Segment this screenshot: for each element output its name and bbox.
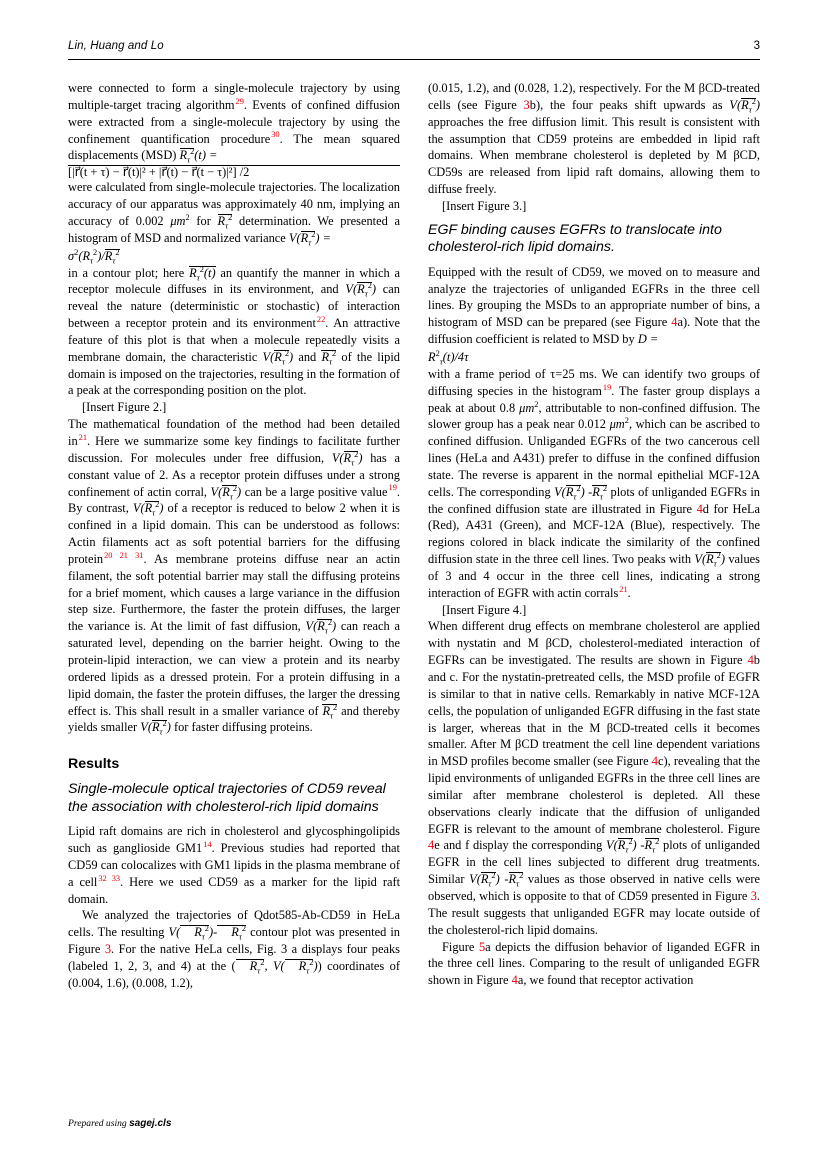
math-msd-definition: [|r⃗(t + τ) − r⃗(t)|² + |r⃗(t) − r⃗(t − τ)|²] /2 bbox=[68, 165, 400, 179]
citation-ref[interactable]: 21 bbox=[78, 432, 88, 442]
figure-ref[interactable]: 4 bbox=[511, 973, 518, 988]
text-run: can reach a saturated level, depending on the barrier height. Owing to the protein-lipid interaction, we can view a protein and its nearby ordered lipids as a dressed protein. For a protein diffusing in a lipid domain, the faster the protein diffuses, the larger the dressing effect is. This shall result in a smaller variance of bbox=[68, 619, 400, 718]
text-run: The mathematical foundation of the method had been detailed in bbox=[68, 417, 400, 449]
text-run: of a receptor is reduced to below 2 when it is confined in a lipid domain. This can be understood as follows: Actin filaments act as soft potential barriers for the diffusing protein bbox=[68, 501, 400, 566]
text-run: , which can be ascribed to confined diffusion. Unliganded EGFRs of the two cancerous cell lines (HeLa and A431) prefer to diffuse in the confined diffusion state. The reverse is apparent in the normal epithelial MCF-12A cells. The corresponding bbox=[428, 417, 760, 499]
figure-ref[interactable]: 4 bbox=[696, 501, 703, 516]
text-run: . The result suggests that unliganded EGFR may locate outside of the cholesterol-rich lipid domains. bbox=[428, 888, 760, 937]
math-Rtau2: $R_\tau^2$ bbox=[592, 483, 608, 502]
text-run: c), revealing that the lipid environments of unliganded EGFRs in the three cell lines are similar after membrane cholesterol is depleted. All these observations clearly indicate that the diffusion of unliganded EGFR is relevant to the amount of membrane cholesterol. Figure bbox=[428, 754, 760, 836]
text-run: Lipid raft domains are rich in cholesterol and glycosphingolipids such as ganglioside GM1 bbox=[68, 824, 400, 856]
text-run: When different drug effects on membrane cholesterol are applied with nystatin and M βCD, cholesterol-mediated interaction of EGFRs can be investigated. The results are shown in Figure bbox=[428, 619, 760, 668]
math-Rtau2: $R_\tau^2$ bbox=[217, 925, 246, 939]
paragraph-qdot-trajectories: We analyzed the trajectories of Qdot585-Ab-CD59 in HeLa cells. The resulting V( $R_\tau^2)-$ $R_\tau^2$ contour plot was presented in Figure 3. For the native HeLa cells, Fig. 3 a displays four peaks (labeled 1, 2, 3, and 4) at the ( $R_\tau^2$, V( $R_\tau^2$)) coordinates of (0.004, 1.6), (0.008, 1.2), bbox=[68, 908, 401, 990]
left-column bbox=[68, 80, 400, 992]
running-head bbox=[68, 40, 760, 52]
citation-ref[interactable]: 29 bbox=[235, 96, 244, 106]
paragraph-methods-msd: were connected to form a single-molecule trajectory by using multiple-target tracing algorithm$^{29}$. Events of confined diffusion were extracted from a single-molecule trajectory by using the confinement quantification procedure$^{30}$. The mean squared displacements (MSD) $R_\tau^2(t)$ = [|r⃗(t + τ) − r⃗(t)|² + |r⃗(t) − r⃗(t − τ)|²] /2 were calculated from single-molecule trajectories. The localization accuracy of our apparatus was approximately 40 nm, implying an accuracy of 0.002 $\mu m^2$ for $R_\tau^2$ determination. We presented a histogram of MSD and normalized variance $V(R_\tau^2)$ = $\sigma^2(R_\tau^2)/R_\tau^2$ in a contour plot; here $R_\tau^2(t)$ an quantify the manner in which a receptor molecule diffuses in its environment, and $V(R_\tau^2)$ can reveal the nature (deterministic or stochastic) of interaction between a receptor protein and its environment$^{22}$. An attractive feature of this plot is that when a molecule repeatedly visits a membrane domain, the characteristic $V(R_\tau^2)$ and $R_\tau^2$ of the lipid domain is imposed on the trajectories, resulting in the formation of a peak at the corresponding position on the plot. bbox=[68, 81, 400, 398]
citation-ref-multi[interactable]: 32 33 bbox=[98, 873, 121, 883]
math-Rtau2: $R_\tau^2$ bbox=[565, 483, 581, 502]
text-run: Figure bbox=[442, 939, 479, 954]
footer-class-file: sagej.cls bbox=[129, 1118, 172, 1129]
text-run: b and c. For the nystatin-pretreated cells, the MSD profile of EGFR is similar to that in native cells. Remarkably in native MCF-12A cells, the population of unliganded EGFR diffusing in the fast state is larger, whereas that in the M βCD-treated cells it becomes smaller. After M βCD treatment the cell line dependent variations in MSD profiles become smaller (see Figure bbox=[428, 653, 760, 769]
math-Rtau2: $R_\tau^2$ bbox=[236, 959, 265, 973]
paragraph-mbcd-peaks: (0.015, 1.2), and (0.028, 1.2), respectively. For the M βCD-treated cells (see Figure 3b), the four peaks shift upwards as $V(R_\tau^2)$ approaches the free diffusion limit. This result is consistent with the assumption that CD59 proteins are embedded in lipid raft domains. When membrane cholesterol is depleted by M βCD, CD59s are released from lipid raft domains, allowing them to diffuse freely. bbox=[428, 81, 761, 197]
figure-ref[interactable]: 4 bbox=[671, 315, 678, 330]
text-run: . Here we summarize some key findings to facilitate further discussion. For molecules under free diffusion, bbox=[68, 434, 400, 465]
text-run: for faster diffusing proteins. bbox=[170, 720, 313, 735]
text-run: values as those observed in native cells were observed, which is opposite to that of CD59 presented in Figure bbox=[428, 872, 760, 903]
text-run: can be a large positive value bbox=[241, 484, 388, 499]
math-Rtau2: $R_\tau^2$ bbox=[357, 281, 372, 299]
subsection-heading-cd59: Single-molecule optical trajectories of CD59 reveal the association with cholesterol-rich lipid domains bbox=[68, 781, 386, 815]
footer-prepared-text: Prepared using bbox=[68, 1118, 127, 1129]
header-divider bbox=[68, 59, 760, 60]
text-run: of the lipid domain is imposed on the trajectories, resulting in the formation of a peak at the corresponding position on the plot. bbox=[68, 349, 400, 398]
math-Rtau2: $R_\tau^2$ bbox=[343, 449, 359, 468]
math-V: V( bbox=[288, 230, 301, 245]
paragraph-liganded-egfr bbox=[428, 939, 760, 990]
text-run: a). Note that the diffusion coefficient is related to MSD by bbox=[428, 315, 760, 347]
math-Rtau2: $R_\tau^2$ bbox=[285, 959, 314, 973]
math-unit-um: μm bbox=[170, 214, 186, 229]
math-Rtau2-of-t: $R_\tau^2(t)$ bbox=[189, 264, 216, 283]
text-run: were calculated from single-molecule trajectories. The localization accuracy of our apparatus was approximately 40 nm, implying an accuracy of 0.002 bbox=[68, 180, 400, 229]
text-run: contour plot was presented in Figure bbox=[68, 925, 400, 957]
math-Rtau2: $R_\tau^2$ bbox=[317, 618, 332, 636]
figure-ref[interactable]: 4 bbox=[428, 838, 435, 853]
figure-ref[interactable]: 4 bbox=[651, 754, 658, 769]
math-Rtau2: $R_\tau^2$ bbox=[644, 837, 660, 855]
text-run: We analyzed the trajectories of Qdot585-Ab-CD59 in HeLa cells. The resulting bbox=[68, 908, 400, 940]
page-number: 3 bbox=[753, 40, 760, 52]
math-Rtau2: $R_\tau^2$ bbox=[321, 348, 337, 367]
insert-figure-2-note: [Insert Figure 2.] bbox=[82, 400, 167, 415]
text-run: e and f display the corresponding bbox=[434, 838, 607, 853]
text-run: and bbox=[293, 349, 322, 364]
text-run: . The mean squared displacements (MSD) bbox=[68, 131, 400, 163]
paragraph-egfr-msd-histogram: Equipped with the result of CD59, we moved on to measure and analyze the trajectories of unliganded EGFRs in the three cell lines. By grouping the MSDs to an appropriate number of bins, a histogram of MSD can be prepared (see Figure 4a). Note that the diffusion coefficient is related to MSD by D = $R^2_\tau(t)/4\tau$ with a frame period of τ=25 ms. We can identify two groups of diffusing species in the histogram$^{19}$. The faster group displays a peak at about 0.8 $\mu m^2$, attributable to non-confined diffusion. The slower group has a peak near 0.012 $\mu m^2$, which can be ascribed to confined diffusion. Unliganded EGFRs of the two cancerous cell lines (HeLa and A431) prefer to diffuse in the confined diffusion state. The reverse is apparent in the normal epithelial MCF-12A cells. The corresponding $V(R_\tau^2)$ $-R_\tau^2$ plots of unliganded EGFRs in the confined diffusion state are illustrated in Figure 4d for HeLa (Red), A431 (Green), and MCF-12A (Blue), respectively. The regions colored in black indicate the similarity of the confined diffusion state in the three cell lines. Two peaks with $V(R_\tau^2)$ values of 3 and 4 occur in the three cell lines, indicating a strong interaction of EGFR with actin corrals$^{21}$. bbox=[428, 264, 761, 600]
text-run: d for HeLa (Red), A431 (Green), and MCF-12A (Blue), respectively. The regions colored in black indicate the similarity of the confined diffusion state in the three cell lines. Two peaks with bbox=[428, 501, 761, 567]
math-Rtau2: $R_\tau^2$ bbox=[300, 229, 316, 248]
citation-ref[interactable]: 19 bbox=[388, 483, 397, 493]
math-Rtau2: $R_\tau^2$ bbox=[222, 483, 238, 502]
math-diffusion-coefficient: $R^2_\tau(t)/4\tau$ bbox=[428, 348, 469, 367]
text-run: . The faster group displays a peak at about 0.8 bbox=[428, 383, 760, 415]
math-of-t: (t) = bbox=[194, 148, 218, 163]
math-unit-sup: 2 bbox=[185, 212, 190, 222]
math-msd-overline bbox=[179, 147, 195, 165]
math-Rtau2: $R_\tau^2$ bbox=[617, 837, 633, 855]
text-run: an quantify the manner in which a receptor molecule diffuses in its environment, and bbox=[68, 265, 400, 297]
math-Rtau2: $R_\tau^2$ bbox=[508, 871, 524, 889]
figure-ref[interactable]: 3 bbox=[750, 888, 757, 903]
math-D: D = bbox=[637, 332, 659, 347]
text-run: a depicts the diffusion behavior of liganded EGFR in the three cell lines. Comparing to the result of unliganded EGFR shown in Figure bbox=[428, 939, 760, 988]
text-run: . bbox=[627, 585, 631, 600]
math-R: R bbox=[179, 148, 188, 163]
math-tau-sub: τ bbox=[187, 155, 191, 165]
text-run: . An attractive feature of this plot is that when a molecule repeatedly visits a membrane domain, the characteristic bbox=[68, 316, 400, 364]
text-run: . For the native HeLa cells, Fig. 3 a displays four peaks (labeled 1, 2, 3, and 4) at the ( bbox=[68, 942, 400, 973]
text-run: . Events of confined diffusion were extracted from a single-molecule trajectory by using the confinement quantification procedure bbox=[68, 97, 400, 146]
two-column-body bbox=[68, 80, 760, 992]
right-column bbox=[428, 80, 760, 992]
math-Rtau2: $R_\tau^2$ bbox=[706, 550, 721, 569]
math-Rtau2: $R_\tau^2$ bbox=[741, 96, 756, 115]
text-run: . By contrast, bbox=[68, 484, 400, 516]
math-unit-um: μm bbox=[519, 400, 535, 415]
citation-ref[interactable]: 22 bbox=[316, 314, 326, 324]
math-Rtau2: $R_\tau^2$ bbox=[480, 871, 496, 889]
math-Rtau2: $R_\tau^2$ bbox=[144, 500, 160, 518]
citation-ref[interactable]: 14 bbox=[203, 839, 212, 849]
text-run: Equipped with the result of CD59, we moved on to measure and analyze the trajectories of unliganded EGFRs in the three cell lines. By grouping the MSDs to an appropriate number of bins, a histogram of MSD can be prepared (see Figure bbox=[428, 264, 760, 330]
text-run: has a constant value of 2. As a receptor protein diffuses under a strong confinement of actin corral, bbox=[68, 450, 400, 499]
citation-ref[interactable]: 30 bbox=[271, 130, 280, 140]
text-run: with a frame period of τ=25 ms. We can identify two groups of diffusing species in the histogram bbox=[428, 366, 760, 398]
math-Rtau2: $R_\tau^2$ bbox=[180, 925, 209, 939]
text-run: . Previous studies had reported that CD59 can colocalizes with GM1 lipids in the plasma membrane of a cell bbox=[68, 841, 400, 889]
text-run: . As membrane proteins diffuse near an actin filament, the soft potential barrier may stall the diffusing proteins for a brief moment, which causes a large variance in the diffusion step size. Furthermore, the faster the protein diffuses, the larger the variance is. At the limit of fast diffusion, bbox=[68, 551, 401, 634]
figure-ref[interactable]: 4 bbox=[747, 653, 754, 668]
citation-ref[interactable]: 21 bbox=[619, 584, 628, 594]
text-run: plots of unliganded EGFRs in the confined diffusion state are illustrated in Figure bbox=[428, 484, 760, 516]
math-Rtau2: $R_\tau^2$ bbox=[217, 212, 233, 231]
running-head-title: Lin, Huang and Lo bbox=[68, 40, 164, 52]
citation-ref-multi[interactable]: 20 21 31 bbox=[104, 550, 144, 560]
text-run: . Here we used CD59 as a marker for the lipid raft domain. bbox=[68, 874, 401, 906]
page-footer bbox=[68, 1118, 171, 1129]
math-unit-um: μm bbox=[609, 417, 625, 432]
figure-ref[interactable]: 3 bbox=[104, 942, 112, 957]
paragraph-math-foundation: The mathematical foundation of the method had been detailed in$^{21}$. Here we summarize some key findings to facilitate further discussion. For molecules under free diffusion, $V(R_\tau^2)$ has a constant value of 2. As a receptor protein diffuses under a strong confinement of actin corral, $V(R_\tau^2)$ can be a large positive value$^{19}$. By contrast, $V(R_\tau^2)$ of a receptor is reduced to below 2 when it is confined in a lipid domain. This can be understood as follows: Actin filaments act as soft potential barriers for the diffusing protein$^{20 21 31}$. As membrane proteins diffuse near an actin filament, the soft potential barrier may stall the diffusing proteins for a brief moment, which causes a large variance in the diffusion step size. Furthermore, the faster the protein diffuses, the larger the variance is. At the limit of fast diffusion, $V(R_\tau^2)$ can reach a saturated level, depending on the barrier height. Owing to the protein-lipid interaction, we can view a protein and its nearby ordered lipids as a dressed protein. For a protein diffusing in a lipid domain, the faster the protein diffuses, the larger the dressing effect is. This shall result in a smaller variance of $R_\tau^2$ and thereby yields smaller $V(R_\tau^2)$ for faster diffusing proteins. bbox=[68, 417, 401, 737]
text-run: a, we found that receptor activation bbox=[517, 973, 694, 988]
text-run: plots of unliganded EGFR in the cell lines subjected to different drug treatments. Similar bbox=[428, 838, 760, 887]
figure-ref[interactable]: 5 bbox=[478, 939, 486, 954]
paragraph-drug-effects: When different drug effects on membrane cholesterol are applied with nystatin and M βCD, cholesterol-mediated interaction of EGFRs can be investigated. The results are shown in Figure 4b and c. For the nystatin-pretreated cells, the MSD profile of EGFR is similar to that in native cells. Remarkably in native MCF-12A cells, the population of unliganded EGFR diffusing in the fast state is larger, whereas that in the M βCD-treated cells it becomes smaller. After M βCD treatment the cell line dependent variations in MSD profiles become smaller (see Figure 4c), revealing that the lipid environments of unliganded EGFRs in the three cell lines are similar after membrane cholesterol is depleted. All these observations clearly indicate that the diffusion of unliganded EGFR is relevant to the amount of membrane cholesterol. Figure 4e and f display the corresponding $V(R_\tau^2)$ $-R_\tau^2$ plots of unliganded EGFR in the cell lines subjected to different drug treatments. Similar $V(R_\tau^2)$ $-R_\tau^2$ values as those observed in native cells were observed, which is opposite to that of CD59 presented in Figure 3. The result suggests that unliganded EGFR may locate outside of the cholesterol-rich lipid domains. bbox=[428, 619, 760, 937]
math-Rtau2: $R_\tau^2$ bbox=[322, 702, 338, 720]
insert-figure-4-note: [Insert Figure 4.] bbox=[442, 602, 527, 617]
math-Rtau2: $R_\tau^2$ bbox=[151, 719, 167, 737]
text-run: , attributable to non-confined diffusion. The slower group has a peak near 0.012 bbox=[428, 400, 760, 432]
text-run: in a contour plot; here bbox=[68, 265, 190, 280]
math-sq-sup: 2 bbox=[190, 147, 195, 157]
paragraph-lipid-raft bbox=[68, 823, 400, 907]
text-run: (0.015, 1.2), and (0.028, 1.2), respectively. For the M βCD-treated cells (see Figure bbox=[428, 81, 760, 112]
text-run: can reveal the nature (deterministic or stochastic) of interaction between a receptor protein and its environment bbox=[68, 282, 400, 331]
text-run: b), the four peaks shift upwards as bbox=[529, 97, 730, 112]
math-variance-definition: $\sigma^2(R_\tau^2)/R_\tau^2$ bbox=[68, 247, 120, 266]
insert-figure-3-note: [Insert Figure 3.] bbox=[442, 198, 527, 213]
citation-ref[interactable]: 19 bbox=[602, 382, 612, 392]
subsection-heading-egf: EGF binding causes EGFRs to translocate into cholesterol-rich lipid domains. bbox=[428, 221, 722, 256]
text-run: for bbox=[189, 214, 218, 229]
text-run: were connected to form a single-molecule trajectory by using multiple-target tracing algorithm bbox=[68, 81, 400, 112]
math-Rtau2: $R_\tau^2$ bbox=[274, 348, 289, 367]
text-run: ) coordinates of (0.004, 1.6), (0.008, 1.2), bbox=[68, 958, 401, 990]
text-run: and thereby yields smaller bbox=[68, 703, 400, 735]
text-run: approaches the free diffusion limit. This result is consistent with the assumption that CD59 proteins are embedded in lipid raft domains. When membrane cholesterol is depleted by M βCD, CD59s are released from lipid raft domains, allowing them to diffuse freely. bbox=[428, 114, 760, 197]
text-run: values of 3 and 4 occur in the three cell lines, indicating a strong interaction of EGFR with actin corrals bbox=[428, 552, 760, 600]
section-heading-results: Results bbox=[68, 756, 120, 773]
figure-ref[interactable]: 3 bbox=[523, 97, 530, 112]
text-run: determination. We presented a histogram of MSD and normalized variance bbox=[68, 214, 400, 245]
